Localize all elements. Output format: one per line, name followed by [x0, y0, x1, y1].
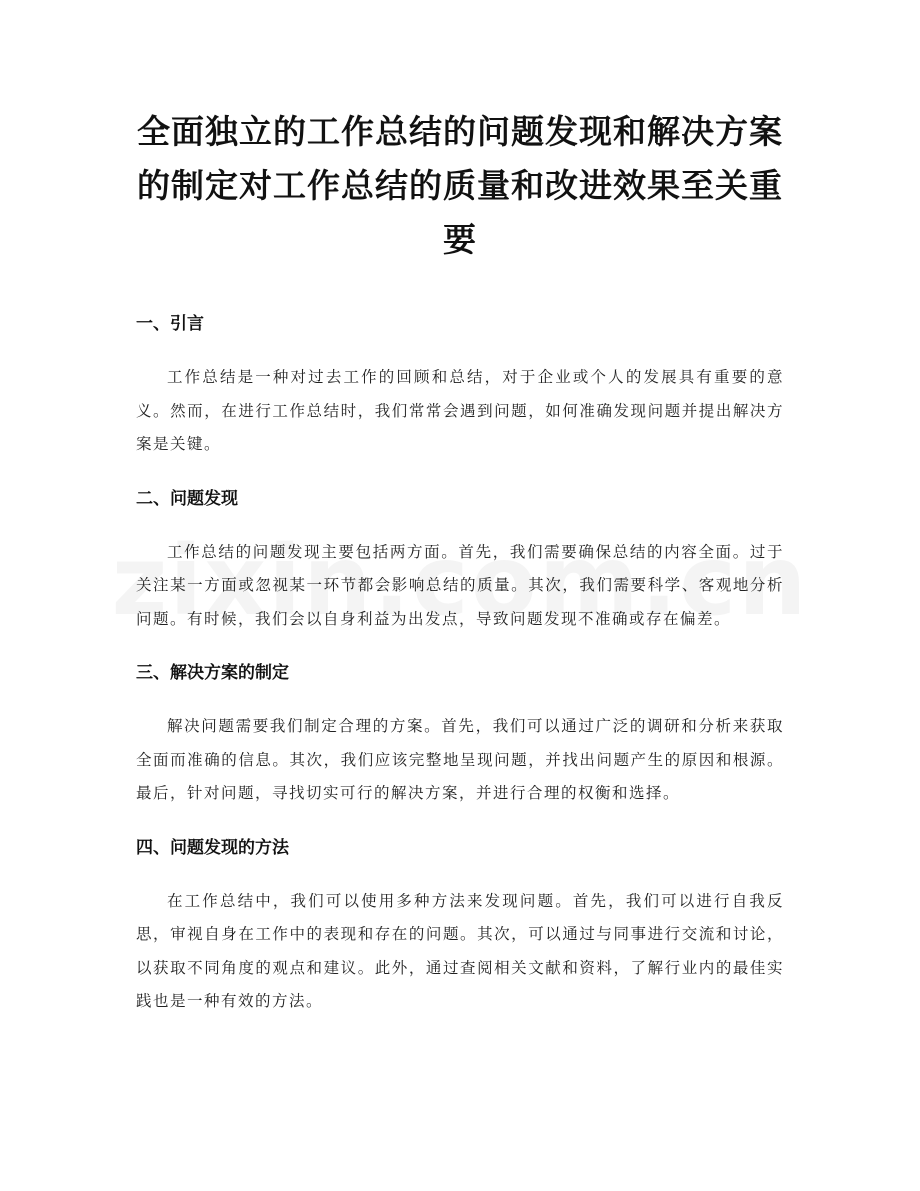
title-line: 全面独立的工作总结的问题发现和解决方案 — [137, 112, 783, 151]
section-introduction — [136, 311, 784, 462]
section-paragraph: 工作总结的问题发现主要包括两方面。首先，我们需要确保总结的内容全面。过于关注某一方面或忽视某一环节都会影响总结的质量。其次，我们需要科学、客观地分析问题。有时候，我们会以自身利益为出发点，导致问题发现不准确或存在偏差。 — [136, 542, 784, 628]
document-title — [136, 105, 784, 267]
section-heading: 一、引言 — [136, 314, 204, 334]
section-paragraph: 在工作总结中，我们可以使用多种方法来发现问题。首先，我们可以进行自我反思，审视自身在工作中的表现和存在的问题。其次，可以通过与同事进行交流和讨论，以获取不同角度的观点和建议。此外，通过查阅相关文献和资料，了解行业内的最佳实践也是一种有效的方法。 — [136, 891, 784, 1010]
section-paragraph: 解决问题需要我们制定合理的方案。首先，我们可以通过广泛的调研和分析来获取全面而准确的信息。其次，我们应该完整地呈现问题，并找出问题产生的原因和根源。最后，针对问题，寻找切实可行的解决方案，并进行合理的权衡和选择。 — [136, 717, 784, 802]
section-solution-formulation — [136, 660, 784, 811]
section-discovery-methods — [136, 835, 784, 1019]
section-heading: 二、问题发现 — [136, 488, 238, 509]
section-heading: 四、问题发现的方法 — [136, 837, 289, 858]
section-heading: 三、解决方案的制定 — [136, 663, 289, 683]
section-problem-discovery — [136, 486, 784, 637]
title-line: 要 — [443, 220, 477, 259]
section-paragraph: 工作总结是一种对过去工作的回顾和总结，对于企业或个人的发展具有重要的意义。然而，在进行工作总结时，我们常常会遇到问题，如何准确发现问题并提出解决方案是关键。 — [136, 368, 784, 453]
title-line: 的制定对工作总结的质量和改进效果至关重 — [137, 166, 783, 205]
